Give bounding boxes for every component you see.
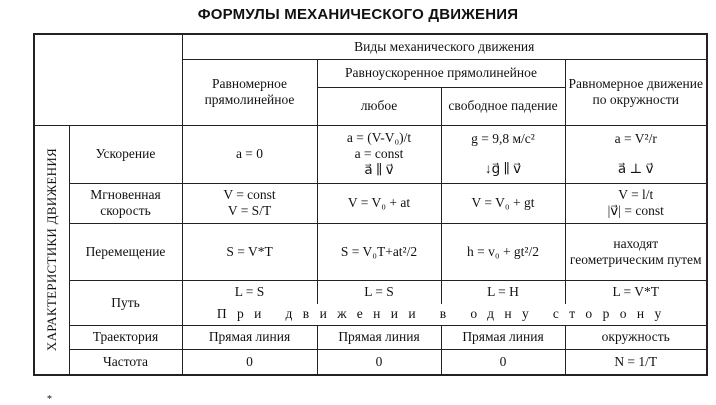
accelerated-header: Равноускоренное прямолинейное bbox=[317, 59, 565, 87]
acc-any-const: a = const bbox=[354, 146, 404, 161]
vel-uniform-formula: V = S/T bbox=[227, 203, 272, 218]
traj-circ: окружность bbox=[565, 325, 707, 349]
acc-any-formula: a = (V-V₀)/t bbox=[346, 130, 412, 145]
vel-uniform-const: V = const bbox=[223, 187, 276, 202]
row-label-trajectory: Траектория bbox=[69, 325, 182, 349]
acc-circ-direction: a⃗ ⊥ v⃗ bbox=[617, 161, 654, 176]
vel-circ bbox=[565, 183, 707, 223]
acc-fall bbox=[441, 125, 565, 183]
path-any: L = S bbox=[317, 280, 441, 304]
traj-fall: Прямая линия bbox=[441, 325, 565, 349]
acc-any-direction: a⃗ ∥ v⃗ bbox=[364, 162, 394, 177]
vel-fall: V = V₀ + gt bbox=[441, 183, 565, 223]
acc-circ bbox=[565, 125, 707, 183]
corner-cell bbox=[34, 34, 182, 125]
freq-circ: N = 1/T bbox=[565, 349, 707, 375]
path-fall: L = H bbox=[441, 280, 565, 304]
path-note-cell bbox=[182, 304, 707, 325]
row-displacement bbox=[34, 223, 707, 280]
freq-fall: 0 bbox=[441, 349, 565, 375]
acc-circ-formula: a = V²/r bbox=[614, 131, 657, 146]
acc-fall-value: g = 9,8 м/с² bbox=[471, 131, 535, 146]
acc-any bbox=[317, 125, 441, 183]
free-fall-header: свободное падение bbox=[441, 87, 565, 125]
side-label: ХАРАКТЕРИСТИКИ ДВИЖЕНИЯ bbox=[43, 148, 59, 352]
path-circ: L = V*T bbox=[565, 280, 707, 304]
formulas-table bbox=[33, 33, 708, 376]
disp-any: S = V₀T+at²/2 bbox=[317, 223, 441, 280]
page-title: ФОРМУЛЫ МЕХАНИЧЕСКОГО ДВИЖЕНИЯ bbox=[197, 6, 519, 23]
row-label-frequency: Частота bbox=[69, 349, 182, 375]
traj-uniform: Прямая линия bbox=[182, 325, 317, 349]
side-label-cell bbox=[34, 125, 69, 375]
freq-any: 0 bbox=[317, 349, 441, 375]
disp-uniform: S = V*T bbox=[182, 223, 317, 280]
circular-header: Равномерное движение по окружности bbox=[565, 59, 707, 125]
path-uniform: L = S bbox=[182, 280, 317, 304]
path-note: При движении в одну сторону bbox=[216, 306, 672, 322]
row-velocity bbox=[34, 183, 707, 223]
disp-fall: h = v₀ + gt²/2 bbox=[441, 223, 565, 280]
vel-circ-const: |v⃗| = const bbox=[607, 203, 664, 218]
row-label-displacement: Перемещение bbox=[69, 223, 182, 280]
uniform-header: Равномерное прямолинейное bbox=[182, 59, 317, 125]
types-header: Виды механического движения bbox=[182, 34, 707, 59]
acc-uniform: a = 0 bbox=[182, 125, 317, 183]
row-acceleration bbox=[34, 125, 707, 183]
row-path bbox=[34, 280, 707, 304]
footnote-mark: * bbox=[47, 394, 52, 405]
acc-fall-direction: ↓g⃗ ∥ v⃗ bbox=[484, 161, 522, 176]
any-header: любое bbox=[317, 87, 441, 125]
vel-any: V = V₀ + at bbox=[317, 183, 441, 223]
freq-uniform: 0 bbox=[182, 349, 317, 375]
row-trajectory bbox=[34, 325, 707, 349]
row-label-path: Путь bbox=[69, 280, 182, 325]
row-label-acceleration: Ускорение bbox=[69, 125, 182, 183]
vel-circ-formula: V = l/t bbox=[618, 187, 654, 202]
row-frequency bbox=[34, 349, 707, 375]
header-row-1 bbox=[34, 34, 707, 59]
disp-circ: находят геометрическим путем bbox=[565, 223, 707, 280]
traj-any: Прямая линия bbox=[317, 325, 441, 349]
row-label-velocity: Мгновенная скорость bbox=[69, 183, 182, 223]
vel-uniform bbox=[182, 183, 317, 223]
